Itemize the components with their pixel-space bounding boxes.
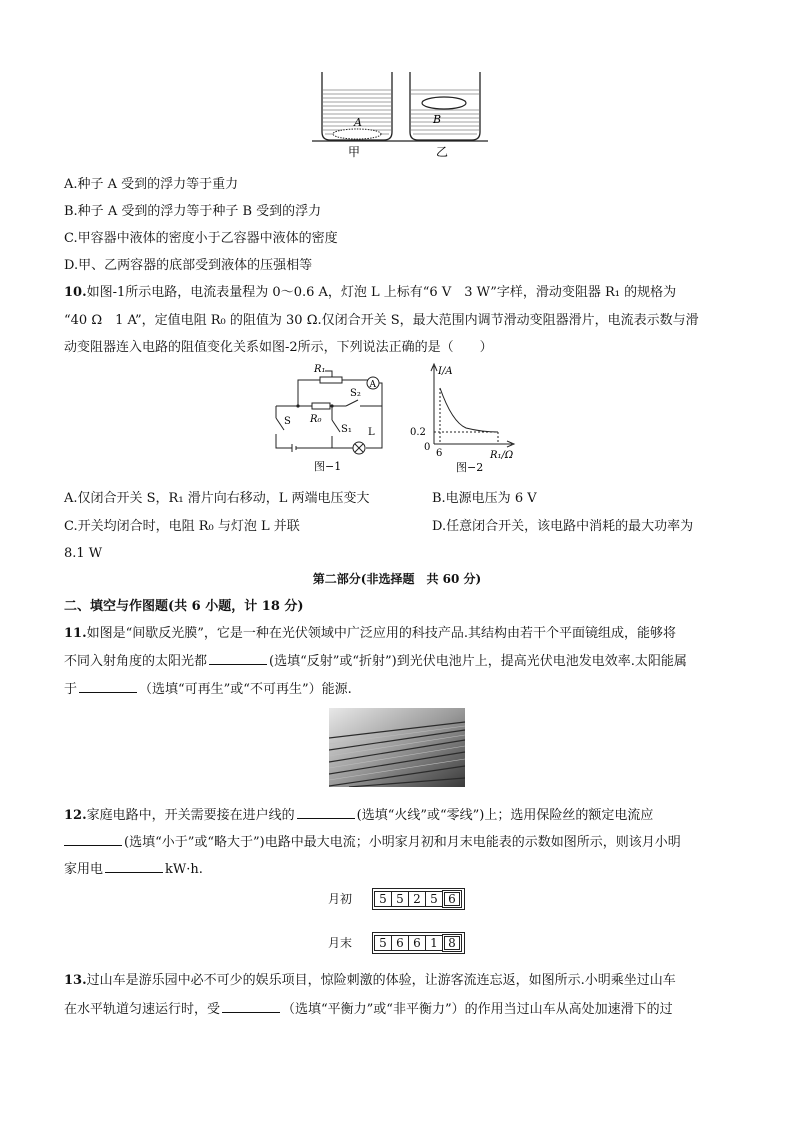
q12-line-2: (选填“小于”或“略大于”)电路中最大电流；小明家月初和月末电能表的示数如图所示，则该月小明 xyxy=(64,833,681,852)
current-resistance-graph xyxy=(404,360,524,476)
q10-line-3: 动变阻器连入电路的阻值变化关系如图-2所示，下列说法正确的是（ ） xyxy=(64,340,493,355)
seed-a xyxy=(333,129,381,139)
q9-option-d: D.甲、乙两容器的底部受到液体的压强相等 xyxy=(64,258,313,273)
q10-option-d: D.任意闭合开关，该电路中消耗的最大功率为 xyxy=(432,519,694,534)
q10-option-d-cont: 8.1 W xyxy=(64,546,103,561)
containers-figure xyxy=(310,66,490,162)
graph-xtick: 6 xyxy=(436,448,443,459)
q11-line-1: 11.如图是“间歇反光膜”，它是一种在光伏领域中广泛应用的科技产品.其结构由若干个平面镜组成，能够将 xyxy=(64,626,677,641)
graph-ylabel: I/A xyxy=(438,366,453,377)
q13-blank-1[interactable] xyxy=(222,1000,280,1013)
meter-end-frame: 5 6 6 1 8 xyxy=(372,932,465,954)
label-s2: S₂ xyxy=(350,388,361,399)
q11-blank-2[interactable] xyxy=(79,680,137,693)
label-r1: R₁ xyxy=(314,364,326,375)
label-ammeter: A xyxy=(369,380,376,390)
q13-line-2: 在水平轨道匀速运行时，受 （选填“平衡力”或“非平衡力”）的作用当过山车从高处加速滑下的过 xyxy=(64,1002,673,1017)
meter-start-label: 月初 xyxy=(328,892,353,906)
label-s: S xyxy=(284,416,291,427)
caption-fig1: 图−1 xyxy=(314,460,342,473)
q10-line-1: 10.如图-1所示电路，电流表量程为 0～0.6 A，灯泡 L 上标有“6 V 3 W”字样，滑动变阻器 R₁ 的规格为 xyxy=(64,285,677,300)
meter-end-label: 月末 xyxy=(328,936,353,950)
circuit-diagram xyxy=(270,358,390,476)
graph-xlabel: R₁/Ω xyxy=(490,450,514,461)
q9-option-a: A.种子 A 受到的浮力等于重力 xyxy=(64,177,239,192)
q12-number: 12. xyxy=(64,808,87,823)
label-s1: S₁ xyxy=(341,424,352,435)
q9-option-c: C.甲容器中液体的密度小于乙容器中液体的密度 xyxy=(64,231,338,246)
q11-line-3: 于 （选填“可再生”或“不可再生”）能源. xyxy=(64,682,352,697)
q11-blank-1[interactable] xyxy=(209,652,267,665)
part-2-heading: 二、填空与作图题(共 6 小题，计 18 分) xyxy=(64,599,304,614)
q10-option-b: B.电源电压为 6 V xyxy=(432,491,537,506)
caption-fig2: 图−2 xyxy=(456,461,484,474)
caption-jia: 甲 xyxy=(348,145,361,159)
reflective-film-photo xyxy=(329,708,465,787)
q12-line-3: 家用电 kW·h. xyxy=(64,862,203,877)
q13-number: 13. xyxy=(64,973,87,988)
q10-option-a: A.仅闭合开关 S，R₁ 滑片向右移动，L 两端电压变大 xyxy=(64,491,370,506)
q12-blank-3[interactable] xyxy=(105,860,163,873)
q11-number: 11. xyxy=(64,626,87,641)
graph-origin: 0 xyxy=(424,442,431,453)
meter-end xyxy=(328,932,465,954)
seed-b xyxy=(422,97,466,109)
label-r0: R₀ xyxy=(310,414,322,425)
q12-blank-2[interactable] xyxy=(64,833,122,846)
q13-line-1: 13.过山车是游乐园中必不可少的娱乐项目，惊险刺激的体验，让游客流连忘返，如图所示.小明乘坐过山车 xyxy=(64,973,676,988)
meter-start xyxy=(328,888,465,910)
seed-b-label: B xyxy=(433,113,442,126)
seed-a-label: A xyxy=(354,116,362,129)
meter-start-frame: 5 5 2 5 6 xyxy=(372,888,465,910)
q10-option-c: C.开关均闭合时，电阻 R₀ 与灯泡 L 并联 xyxy=(64,519,300,534)
caption-yi: 乙 xyxy=(436,145,449,159)
q12-line-1: 12.家庭电路中，开关需要接在进户线的 (选填“火线”或“零线”)上；选用保险丝的额定电流应 xyxy=(64,808,654,823)
graph-ytick: 0.2 xyxy=(410,427,426,438)
q12-blank-1[interactable] xyxy=(297,806,355,819)
q10-number: 10. xyxy=(64,285,87,300)
label-lamp: L xyxy=(368,427,375,438)
section-2-title: 第二部分(非选择题 共 60 分) xyxy=(312,572,482,586)
q10-line-2: “40 Ω 1 A”，定值电阻 R₀ 的阻值为 30 Ω.仅闭合开关 S，最大范围内调节滑动变阻器滑片，电流表示数与滑 xyxy=(64,313,699,328)
q11-line-2: 不同入射角度的太阳光都 (选填“反射”或“折射”)到光伏电池片上，提高光伏电池发电效率.太阳能属 xyxy=(64,654,687,669)
q9-option-b: B.种子 A 受到的浮力等于种子 B 受到的浮力 xyxy=(64,204,322,219)
